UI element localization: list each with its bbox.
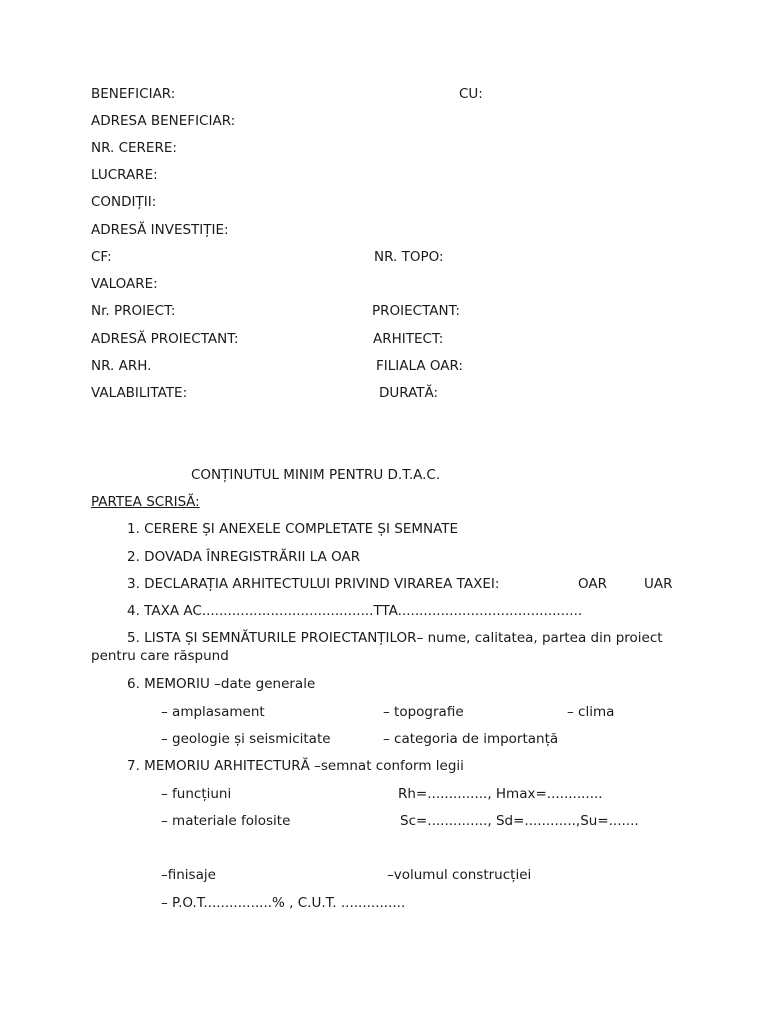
item-7-finisaje: –finisaje <box>161 867 216 883</box>
item-3-oar: OAR <box>578 576 608 592</box>
durata-label: DURATĂ: <box>379 385 439 401</box>
item-7-rh-hmax: Rh=.............., Hmax=............. <box>398 786 603 802</box>
valoare-label: VALOARE: <box>91 276 158 292</box>
item-6-amplasament: – amplasament <box>161 704 265 720</box>
item-6: 6. MEMORIU –date generale <box>127 676 316 692</box>
filiala-oar-label: FILIALA OAR: <box>376 358 463 374</box>
item-5: 5. LISTA ȘI SEMNĂTURILE PROIECTANȚILOR– nume, calitatea, partea din proiect pentru care răspund <box>91 630 663 664</box>
item-7-pot-cut: – P.O.T................% , C.U.T. ............... <box>161 895 406 911</box>
arhitect-label: ARHITECT: <box>373 331 444 347</box>
item-6-categoria: – categoria de importanță <box>383 731 559 747</box>
adresa-beneficiar-label: ADRESA BENEFICIAR: <box>91 113 236 129</box>
proiectant-label: PROIECTANT: <box>372 303 460 319</box>
item-4: 4. TAXA AC........................................TTA........................................... <box>127 603 583 619</box>
item-7-sc-sd-su: Sc=.............., Sd=............,Su=....... <box>400 813 639 829</box>
section-title: CONȚINUTUL MINIM PENTRU D.T.A.C. <box>191 467 441 483</box>
item-6-topografie: – topografie <box>383 704 464 720</box>
item-7-functiuni: – funcțiuni <box>161 786 232 802</box>
item-2: 2. DOVADA ÎNREGISTRĂRII LA OAR <box>127 549 361 565</box>
item-7: 7. MEMORIU ARHITECTURĂ –semnat conform legii <box>127 758 464 774</box>
beneficiar-label: BENEFICIAR: <box>91 86 176 102</box>
lucrare-label: LUCRARE: <box>91 167 158 183</box>
nr-proiect-label: Nr. PROIECT: <box>91 303 176 319</box>
partea-scrisa-heading: PARTEA SCRISĂ: <box>91 494 200 510</box>
adresa-proiectant-label: ADRESĂ PROIECTANT: <box>91 331 239 347</box>
nr-cerere-label: NR. CERERE: <box>91 140 177 156</box>
item-7-volumul: –volumul construcției <box>387 867 532 883</box>
item-1: 1. CERERE ȘI ANEXELE COMPLETATE ȘI SEMNATE <box>127 521 459 537</box>
item-6-clima: – clima <box>567 704 615 720</box>
adresa-investitie-label: ADRESĂ INVESTIȚIE: <box>91 222 229 238</box>
item-3-uar: UAR <box>644 576 673 592</box>
item-6-geologie: – geologie și seismicitate <box>161 731 331 747</box>
cu-label: CU: <box>459 86 483 102</box>
nr-arh-label: NR. ARH. <box>91 358 152 374</box>
cf-label: CF: <box>91 249 112 265</box>
item-7-materiale: – materiale folosite <box>161 813 291 829</box>
valabilitate-label: VALABILITATE: <box>91 385 188 401</box>
item-3: 3. DECLARAȚIA ARHITECTULUI PRIVIND VIRAREA TAXEI: <box>127 576 500 592</box>
nr-topo-label: NR. TOPO: <box>374 249 444 265</box>
conditii-label: CONDIȚII: <box>91 194 157 210</box>
